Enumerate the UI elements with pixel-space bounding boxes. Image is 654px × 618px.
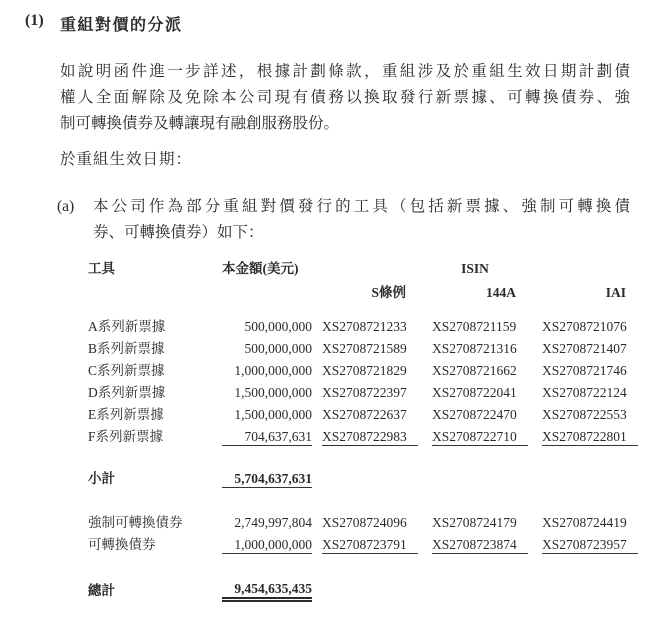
table-row-series-e: [88, 401, 638, 423]
cell-amount: 500,000,000: [244, 319, 312, 334]
section-number: (1): [25, 12, 44, 29]
table-row-series-f: [88, 423, 638, 445]
section-title: 重組對價的分派: [60, 17, 183, 34]
instruments-table: [88, 253, 638, 602]
total-amount: 9,454,635,435: [222, 573, 312, 599]
cell-isin-reg-s: XS2708721829: [322, 363, 407, 378]
cell-amount: 1,000,000,000: [222, 531, 312, 553]
cell-instrument: C系列新票據: [88, 363, 165, 378]
list-item-a: [57, 194, 630, 246]
col-header-principal: 本金額(美元): [222, 261, 299, 276]
cell-instrument: A系列新票據: [88, 319, 166, 334]
table-row-convertible: [88, 531, 638, 553]
col-header-iai: IAI: [605, 285, 627, 300]
cell-amount: 500,000,000: [244, 341, 312, 356]
cell-instrument: E系列新票據: [88, 407, 164, 422]
cell-isin-144a: XS2708721316: [432, 341, 517, 356]
paragraph-restructuring: [60, 59, 630, 137]
paragraph-line: 本公司作為部分重組對價發行的工具（包括新票據、強制可轉換債: [93, 198, 630, 215]
paragraph-line: 權人全面解除及免除本公司現有債務以換取發行新票據、可轉換債券、強: [60, 89, 630, 106]
cell-isin-iai: XS2708721076: [542, 319, 627, 334]
cell-amount: 1,500,000,000: [234, 407, 312, 422]
cell-isin-144a: XS2708724179: [432, 515, 517, 530]
list-item-a-marker: (a): [57, 198, 75, 215]
table-row-subtotal: [88, 461, 638, 487]
cell-instrument: B系列新票據: [88, 341, 165, 356]
cell-isin-iai: XS2708724419: [542, 515, 627, 530]
cell-isin-iai: XS2708722553: [542, 407, 627, 422]
list-item-a-text: [93, 194, 630, 246]
cell-isin-iai: XS2708722124: [542, 385, 627, 400]
cell-amount: 2,749,997,804: [234, 515, 312, 530]
subtotal-amount: 5,704,637,631: [222, 461, 312, 487]
cell-isin-144a: XS2708723874: [432, 531, 528, 553]
table-row-series-a: [88, 313, 638, 335]
col-header-144a: 144A: [486, 285, 516, 300]
paragraph-line: 券、可轉換債券）如下：: [93, 224, 264, 241]
col-header-isin-group: ISIN: [461, 261, 489, 276]
cell-isin-reg-s: XS2708721233: [322, 319, 407, 334]
cell-isin-reg-s: XS2708724096: [322, 515, 407, 530]
table-header-row-2: [88, 277, 638, 301]
cell-isin-reg-s: XS2708721589: [322, 341, 407, 356]
table-row-series-c: [88, 357, 638, 379]
paragraph-line: 如說明函件進一步詳述，根據計劃條款，重組涉及於重組生效日期計劃債: [60, 63, 630, 80]
cell-isin-reg-s: XS2708722397: [322, 385, 407, 400]
cell-isin-iai: XS2708723957: [542, 531, 638, 553]
cell-isin-reg-s: XS2708722637: [322, 407, 407, 422]
cell-instrument: D系列新票據: [88, 385, 166, 400]
col-header-instrument: 工具: [88, 261, 115, 276]
cell-instrument: 強制可轉換債券: [88, 515, 183, 530]
col-header-reg-s: S條例: [371, 285, 406, 300]
cell-amount: 1,000,000,000: [234, 363, 312, 378]
subtotal-label: 小計: [88, 471, 115, 486]
cell-isin-144a: XS2708722710: [432, 423, 528, 445]
cell-isin-144a: XS2708721662: [432, 363, 517, 378]
cell-instrument: 可轉換債券: [88, 537, 156, 552]
cell-amount: 704,637,631: [222, 423, 312, 445]
effective-date-line: 於重組生效日期：: [60, 151, 193, 168]
cell-isin-reg-s: XS2708723791: [322, 531, 418, 553]
section-heading: [0, 12, 654, 35]
paragraph-line: 制可轉換債券及轉讓現有融創服務股份。: [60, 115, 340, 132]
cell-amount: 1,500,000,000: [234, 385, 312, 400]
cell-isin-iai: XS2708721407: [542, 341, 627, 356]
cell-isin-144a: XS2708722041: [432, 385, 517, 400]
table-row-series-b: [88, 335, 638, 357]
cell-isin-iai: XS2708721746: [542, 363, 627, 378]
cell-instrument: F系列新票據: [88, 429, 164, 444]
cell-isin-reg-s: XS2708722983: [322, 423, 418, 445]
table-row-mandatory-convertible: [88, 509, 638, 531]
total-label: 總計: [88, 583, 115, 598]
table-row-total: [88, 573, 638, 599]
cell-isin-iai: XS2708722801: [542, 423, 638, 445]
table-header-row-1: [88, 253, 638, 277]
table-row-series-d: [88, 379, 638, 401]
cell-isin-144a: XS2708722470: [432, 407, 517, 422]
cell-isin-144a: XS2708721159: [432, 319, 517, 334]
